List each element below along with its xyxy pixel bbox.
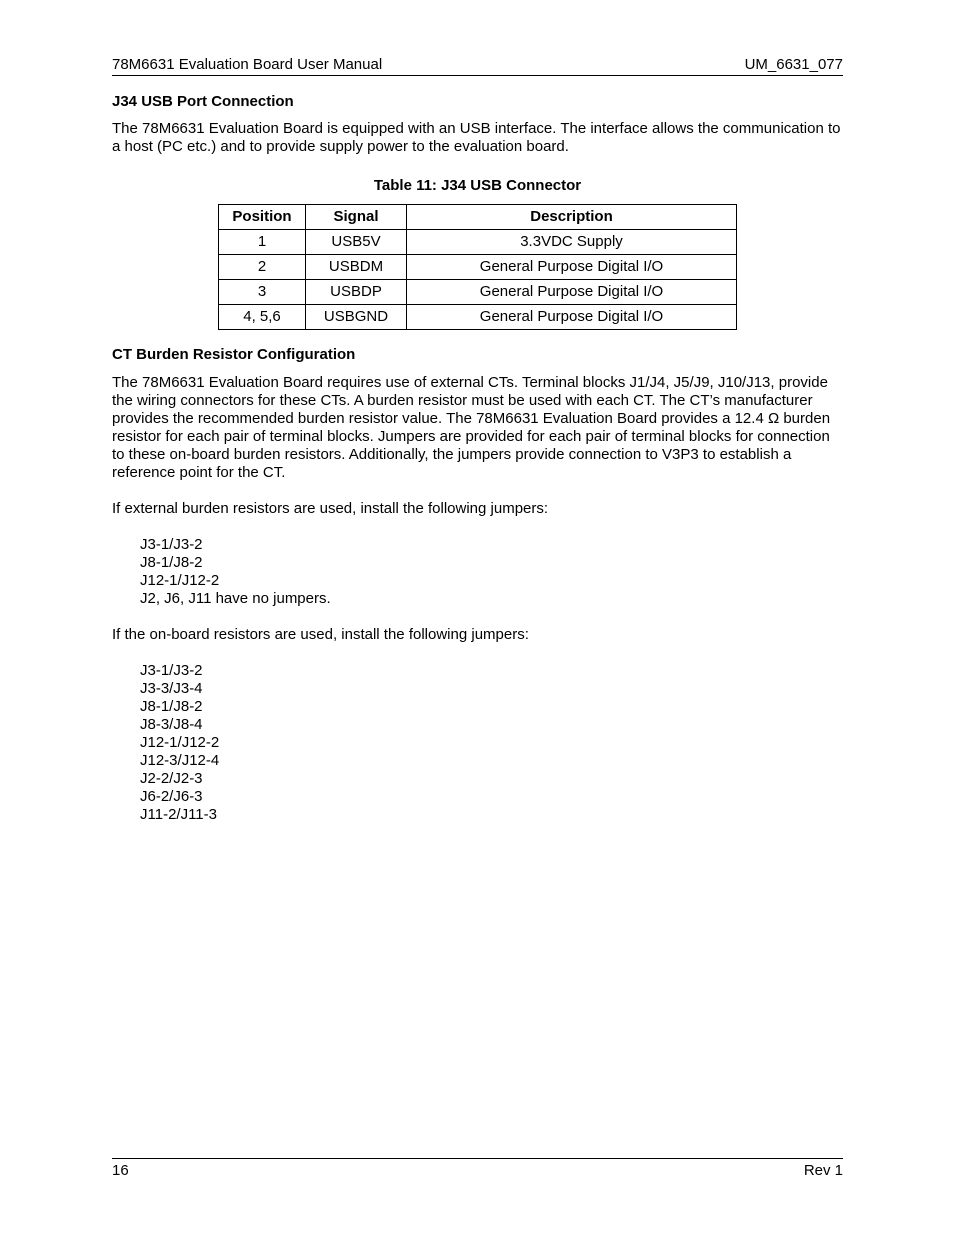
cell-description: 3.3VDC Supply xyxy=(407,230,737,255)
cell-position: 4, 5,6 xyxy=(219,305,306,330)
cell-signal: USBDM xyxy=(306,255,407,280)
table-caption: Table 11: J34 USB Connector xyxy=(373,177,582,194)
table-row xyxy=(219,305,737,330)
document-id: UM_6631_077 xyxy=(744,56,843,73)
cell-signal: USBGND xyxy=(306,305,407,330)
page-content xyxy=(112,93,843,824)
onboard-jumper-list xyxy=(112,662,843,824)
cell-position: 2 xyxy=(219,255,306,280)
list-item: J8-3/J8-4 xyxy=(140,716,203,733)
ct-section-body: The 78M6631 Evaluation Board requires use of external CTs. Terminal blocks J1/J4, J5/J9, J10/J13, provide the wiring connectors for these CTs. A burden resistor must be used with each CT. The CT’s manufacturer provides the recommended burden resistor value. The 78M6631 Evaluation Board provides a 12.4 Ω burden resistor for each pair of terminal blocks. Jumpers are provided for each pair of terminal blocks for connection to these on-board burden resistors. Additionally, the jumpers provide connection to V3P3 to establish a reference point for the CT. xyxy=(112,374,831,481)
cell-description: General Purpose Digital I/O xyxy=(407,280,737,305)
document-title: 78M6631 Evaluation Board User Manual xyxy=(112,56,383,73)
column-header-description: Description xyxy=(407,205,737,230)
list-item: J2-2/J2-3 xyxy=(140,770,203,787)
external-jumpers-intro: If external burden resistors are used, install the following jumpers: xyxy=(112,500,549,517)
cell-description: General Purpose Digital I/O xyxy=(407,255,737,280)
list-item: J12-3/J12-4 xyxy=(140,752,220,769)
list-item: J8-1/J8-2 xyxy=(140,554,203,571)
usb-section-body: The 78M6631 Evaluation Board is equipped with an USB interface. The interface allows the communication to a host (PC etc.) and to provide supply power to the evaluation board. xyxy=(112,120,841,155)
column-header-position: Position xyxy=(219,205,306,230)
revision-label: Rev 1 xyxy=(803,1162,843,1179)
list-item: J3-1/J3-2 xyxy=(140,662,203,679)
cell-signal: USBDP xyxy=(306,280,407,305)
cell-position: 1 xyxy=(219,230,306,255)
onboard-jumpers-intro: If the on-board resistors are used, install the following jumpers: xyxy=(112,626,529,643)
cell-position: 3 xyxy=(219,280,306,305)
ct-section-heading: CT Burden Resistor Configuration xyxy=(112,346,356,363)
page-number: 16 xyxy=(112,1162,129,1179)
list-item: J3-3/J3-4 xyxy=(140,680,203,697)
usb-connector-table xyxy=(218,204,737,330)
column-header-signal: Signal xyxy=(306,205,407,230)
cell-signal: USB5V xyxy=(306,230,407,255)
usb-section-heading: J34 USB Port Connection xyxy=(112,93,294,110)
table-row xyxy=(219,280,737,305)
table-header-row xyxy=(219,205,737,230)
list-item: J2, J6, J11 have no jumpers. xyxy=(140,590,331,607)
table-row xyxy=(219,255,737,280)
list-item: J12-1/J12-2 xyxy=(140,734,220,751)
table-row xyxy=(219,230,737,255)
list-item: J8-1/J8-2 xyxy=(140,698,203,715)
list-item: J11-2/J11-3 xyxy=(140,806,217,823)
page-footer xyxy=(112,1158,843,1179)
list-item: J3-1/J3-2 xyxy=(140,536,203,553)
cell-description: General Purpose Digital I/O xyxy=(407,305,737,330)
page-header xyxy=(112,55,843,76)
list-item: J6-2/J6-3 xyxy=(140,788,203,805)
list-item: J12-1/J12-2 xyxy=(140,572,220,589)
external-jumper-list xyxy=(112,536,843,608)
